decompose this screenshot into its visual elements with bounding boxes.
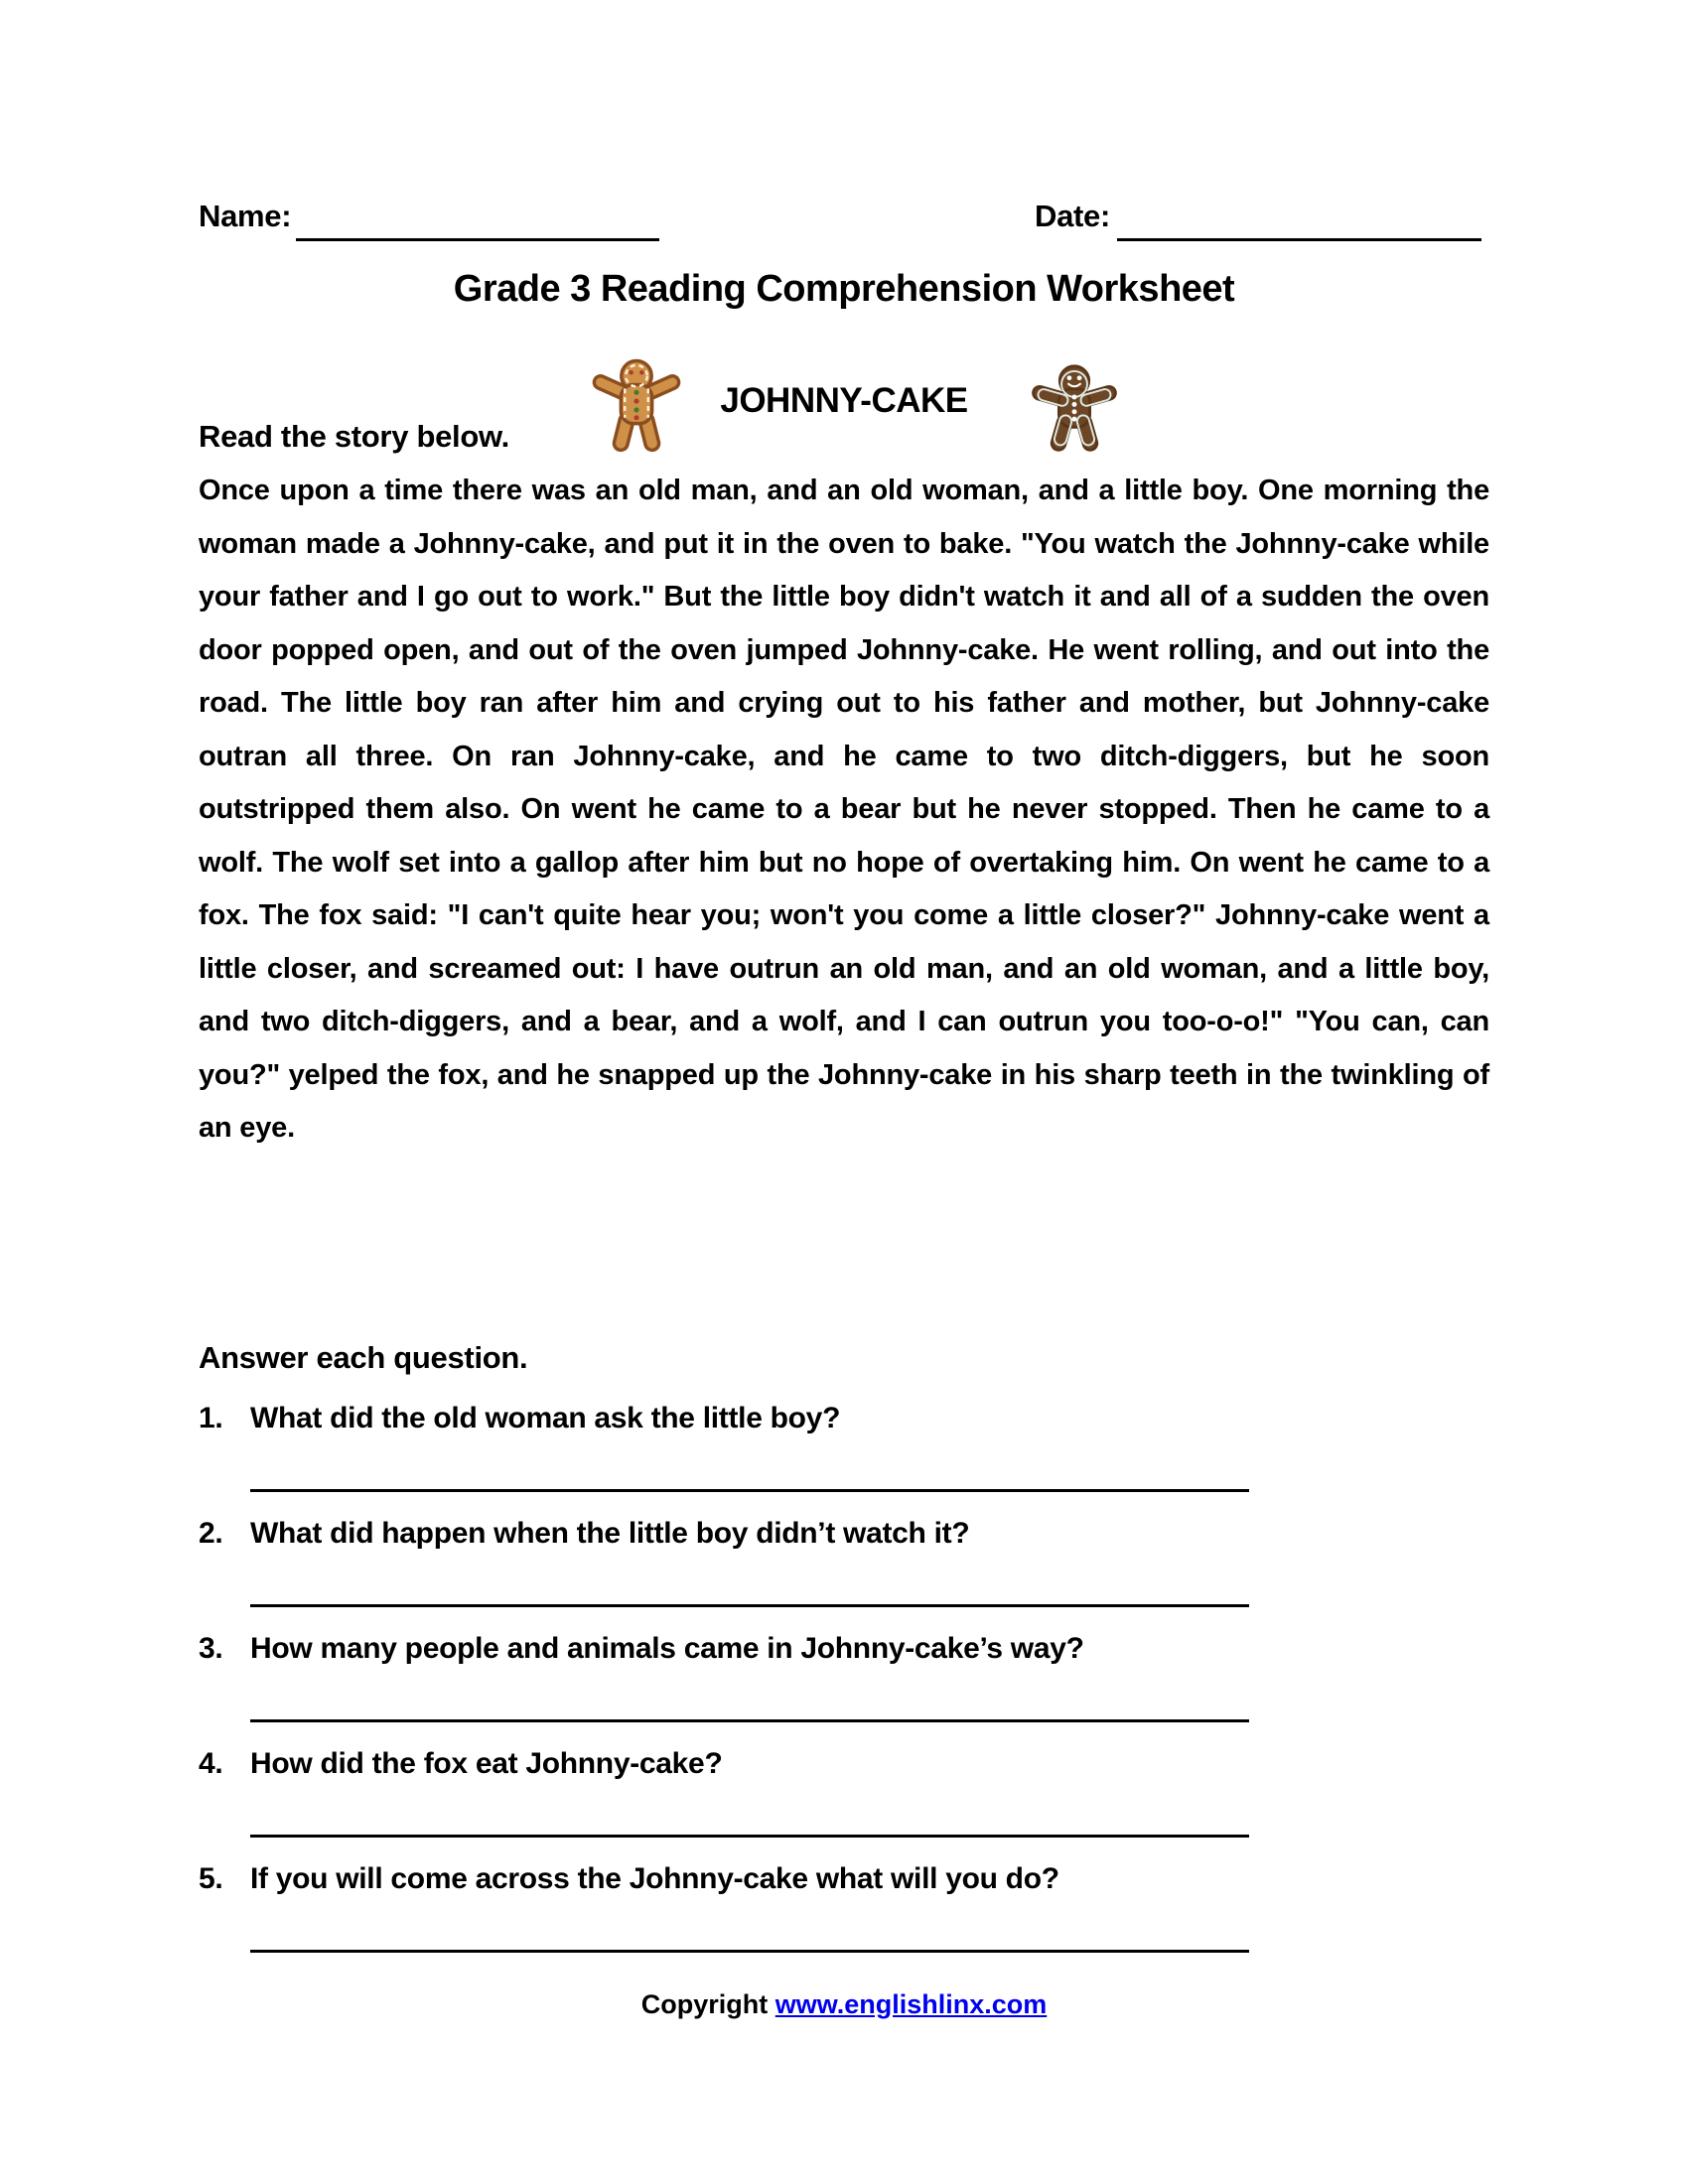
englishlinx-link[interactable]: www.englishlinx.com [774,1989,1048,2019]
date-label: Date: [1035,199,1111,233]
question-number: 3. [199,1632,223,1665]
question-text: What did happen when the little boy didn’t watch it? [250,1517,970,1550]
question-row [199,1517,1489,1551]
date-blank-line[interactable] [1117,238,1481,241]
answer-blank-line[interactable] [250,1950,1249,1953]
question-row [199,1862,1489,1896]
name-label: Name: [199,199,292,233]
story-subtitle: JOHNNY-CAKE [720,381,968,420]
question-number: 5. [199,1862,223,1895]
question-text: How did the fox eat Johnny-cake? [250,1747,723,1780]
page-title: Grade 3 Reading Comprehension Worksheet [453,268,1235,310]
question-text: How many people and animals came in Johnny-cake’s way? [250,1632,1084,1665]
question-row [199,1747,1489,1781]
name-blank-line[interactable] [296,238,659,241]
question-number: 2. [199,1517,223,1550]
read-instruction: Read the story below. [199,419,509,454]
question-text: If you will come across the Johnny-cake what will you do? [250,1862,1059,1895]
question-text: What did the old woman ask the little boy? [250,1402,841,1434]
footer-copyright [0,1989,1688,2020]
story-text: Once upon a time there was an old man, and an old woman, and a little boy. One morning the woman made a Johnny-cake, and put it in the oven to bake. "You watch the Johnny-cake while your father and I go out to work." But the little boy didn't watch it and all of a sudden the oven door popped open, and out of the oven jumped Johnny-cake. He went rolling, and out into the road. The little boy ran after him and crying out to his father and mother, but Johnny-cake outran all three. On ran Johnny-cake, and he came to two ditch-diggers, but he soon outstripped them also. On went he came to a bear but he never stopped. Then he came to a wolf. The wolf set into a gallop after him but no hope of overtaking him. On went he came to a fox. The fox said: "I can't quite hear you; won't you come a little closer?" Johnny-cake went a little closer, and screamed out: I have outrun an old man, and an old woman, and a little boy, and two ditch-diggers, and a bear, and a wolf, and I can outrun you too-o-o!" "You can, can you?" yelped the fox, and he snapped up the Johnny-cake in his sharp teeth in the twinkling of an eye. [199,475,1489,1144]
question-row [199,1632,1489,1666]
copyright-label: Copyright [640,1989,775,2019]
answer-blank-line[interactable] [250,1835,1249,1838]
gingerbread-man-dark-icon [1029,363,1120,455]
answer-blank-line[interactable] [250,1489,1249,1492]
answer-blank-line[interactable] [250,1719,1249,1722]
question-number: 1. [199,1402,223,1434]
question-row [199,1402,1489,1435]
answer-instruction: Answer each question. [199,1340,528,1375]
answer-blank-line[interactable] [250,1604,1249,1607]
question-number: 4. [199,1747,223,1780]
